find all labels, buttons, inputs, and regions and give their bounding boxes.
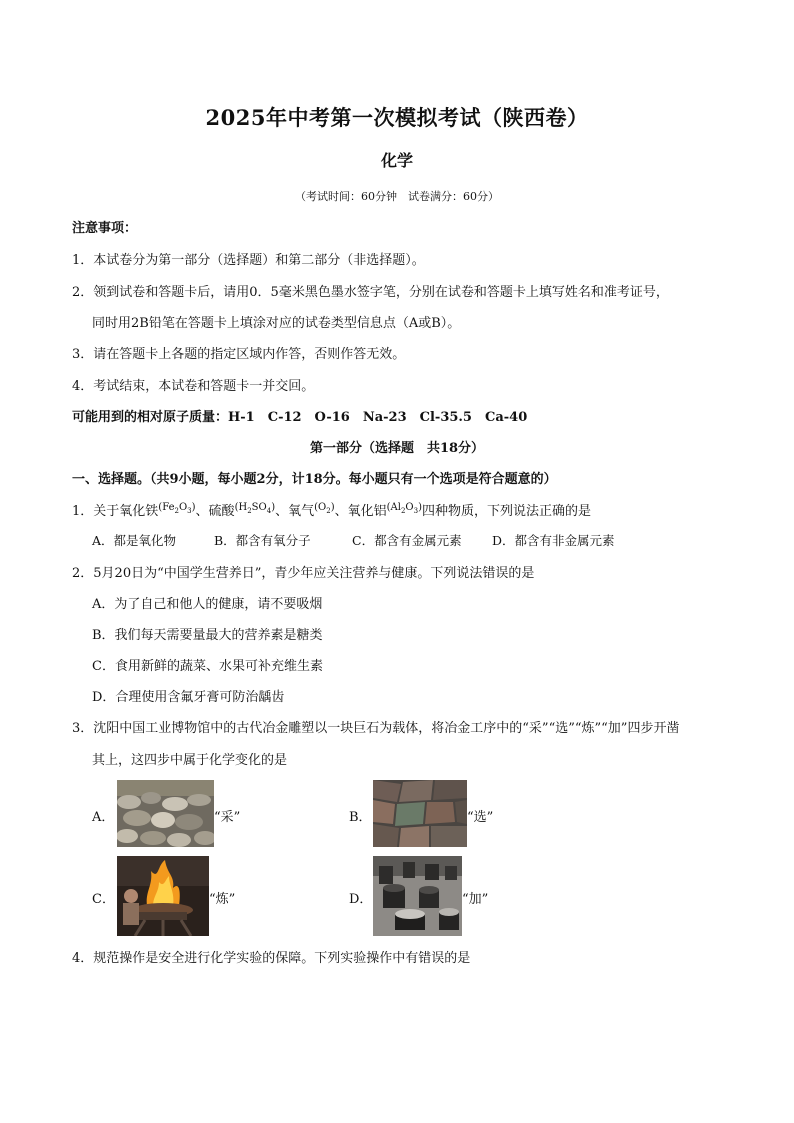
note-item-2: 2．领到试卷和答题卡后，请用0．5毫米黑色墨水签字笔，分别在试卷和答题卡上填写姓名和准考证号，	[72, 285, 669, 300]
question-3-stem-line1: 3．沈阳中国工业博物馆中的古代冶金雕塑以一块巨石为载体，将冶金工序中的“采”“选”“炼”“加”四步开凿	[72, 721, 680, 736]
formula-o2: (O2)	[314, 502, 335, 515]
part1-title: 第一部分（选择题 共18分）	[309, 441, 485, 456]
exam-info: （考试时间：60分钟 试卷满分：60分）	[295, 190, 499, 203]
subject-title: 化学	[380, 151, 413, 170]
section-heading: 一、选择题。（共9小题，每小题2分，计18分。每小题只有一个选项是符合题意的）	[72, 472, 557, 487]
q3-option-b-image	[373, 780, 467, 847]
q1-option-c: C．都含有金属元素	[352, 533, 462, 548]
question-2-stem: 2．5月20日为“中国学生营养日”，青少年应关注营养与健康。下列说法错误的是	[72, 566, 535, 581]
atomic-mass-line: 可能用到的相对原子质量：H-1 C-12 O-16 Na-23 Cl-35.5 Ca-40	[72, 410, 528, 425]
q3-option-c-caption: “炼”	[209, 892, 236, 907]
notes-heading: 注意事项：	[72, 221, 138, 236]
q3-option-c-image	[117, 856, 209, 936]
q3-option-a-image	[117, 780, 214, 847]
q2-option-b: B．我们每天需要量最大的营养素是糖类	[92, 628, 323, 643]
q3-option-a-caption: “采”	[214, 810, 241, 825]
exam-title: 2025年中考第一次模拟考试（陕西卷）	[205, 105, 589, 130]
q1-option-b: B．都含有氧分子	[214, 533, 311, 548]
q3-option-d-image	[373, 856, 462, 936]
q1-option-d: D．都含有非金属元素	[492, 533, 615, 548]
q2-option-d: D．合理使用含氟牙膏可防治龋齿	[92, 690, 285, 705]
question-4-stem: 4．规范操作是安全进行化学实验的保障。下列实验操作中有错误的是	[72, 951, 471, 966]
q3-option-c-letter: C．	[92, 892, 115, 907]
formula-h2so4: (H2SO4)	[234, 502, 276, 515]
q3-option-a-letter: A．	[92, 810, 115, 825]
formula-fe2o3: (Fe2O3)	[158, 502, 196, 515]
note-item-1: 1．本试卷分为第一部分（选择题）和第二部分（非选择题）。	[72, 253, 425, 268]
metal-blocks-icon	[373, 856, 462, 936]
note-item-4: 4．考试结束，本试卷和答题卡一并交回。	[72, 379, 315, 394]
q3-option-d-letter: D．	[349, 892, 373, 907]
note-item-3: 3．请在答题卡上各题的指定区域内作答，否则作答无效。	[72, 347, 406, 362]
question-3-stem-line2: 其上，这四步中属于化学变化的是	[92, 753, 288, 768]
q2-option-c: C．食用新鲜的蔬菜、水果可补充维生素	[92, 659, 323, 674]
note-item-2-cont: 同时用2B铅笔在答题卡上填涂对应的试卷类型信息点（A或B）。	[92, 316, 461, 331]
formula-al2o3: (Al2O3)	[386, 502, 422, 515]
q3-option-b-letter: B．	[349, 810, 372, 825]
q3-option-b-caption: “选”	[467, 810, 494, 825]
fire-brazier-icon	[117, 856, 209, 936]
q1-option-a: A．都是氧化物	[92, 533, 177, 548]
q3-option-d-caption: “加”	[462, 892, 489, 907]
q2-option-a: A．为了自己和他人的健康，请不要吸烟	[92, 597, 323, 612]
ore-stones-icon	[373, 780, 467, 847]
rocks-pile-icon	[117, 780, 214, 847]
question-1-stem: 1．关于氧化铁$^{(Fe_2O_3)}$、硫酸$^{(H_2SO_4)}$、氧气$^{(O_2)}$、氧化铝$^{(Al_2O_3)}$四种物质，下列说法正确的是	[72, 502, 592, 519]
